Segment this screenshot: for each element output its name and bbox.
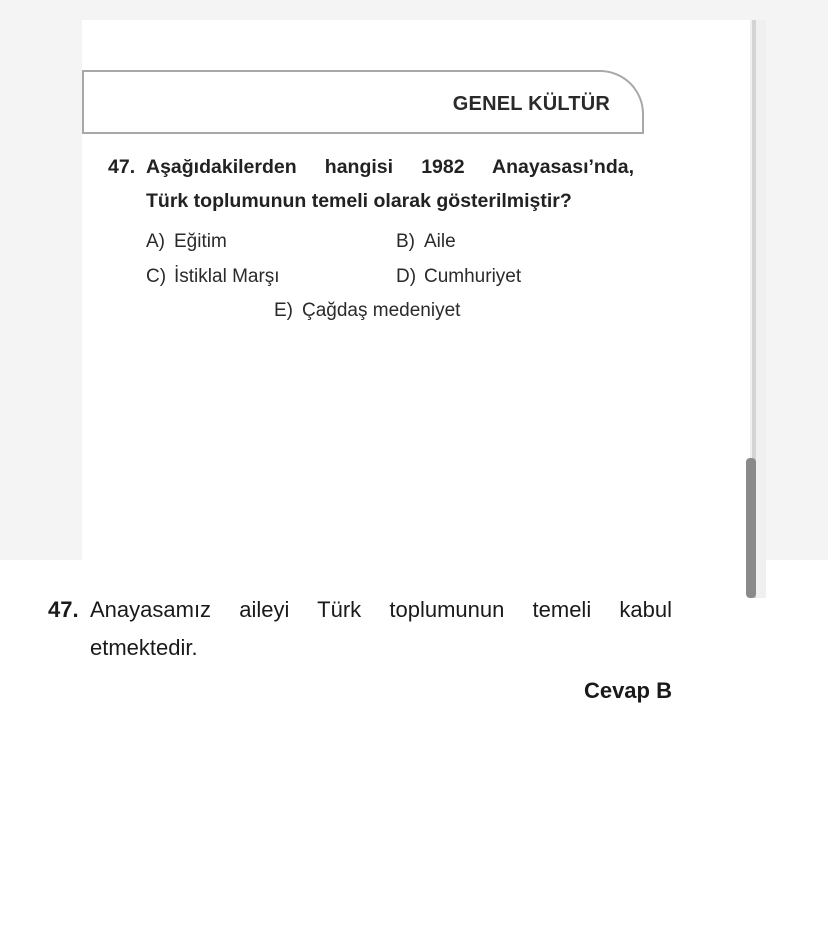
answer-number: 47. <box>48 597 79 622</box>
option-text: Eğitim <box>174 231 227 252</box>
question-text-line-1: Aşağıdakilerden hangisi 1982 Anayasası’nda, <box>146 156 634 178</box>
question-number: 47. <box>108 156 136 178</box>
answer-result: Cevap B <box>583 678 672 703</box>
question-text-line-2: Türk toplumunun temeli olarak gösterilmiştir? <box>146 190 572 212</box>
option-letter: D) <box>396 266 417 287</box>
option-text: İstiklal Marşı <box>174 266 280 287</box>
option-letter: E) <box>274 300 293 321</box>
option-b <box>396 231 456 253</box>
option-a <box>146 231 227 253</box>
option-letter: B) <box>396 231 415 252</box>
option-d <box>396 266 521 288</box>
option-letter: C) <box>146 266 167 287</box>
option-e <box>274 300 460 322</box>
option-text: Çağdaş medeniyet <box>302 300 461 321</box>
answer-text-line-1: Anayasamız aileyi Türk toplumunun temeli kabul <box>90 597 672 622</box>
answer-text-line-2: etmektedir. <box>90 635 198 660</box>
option-text: Aile <box>424 231 456 252</box>
section-title: GENEL KÜLTÜR <box>452 93 610 115</box>
option-c <box>146 266 280 288</box>
section-header <box>82 70 644 134</box>
scrollbar-thumb[interactable] <box>746 458 756 598</box>
option-letter: A) <box>146 231 165 252</box>
option-text: Cumhuriyet <box>424 266 522 287</box>
